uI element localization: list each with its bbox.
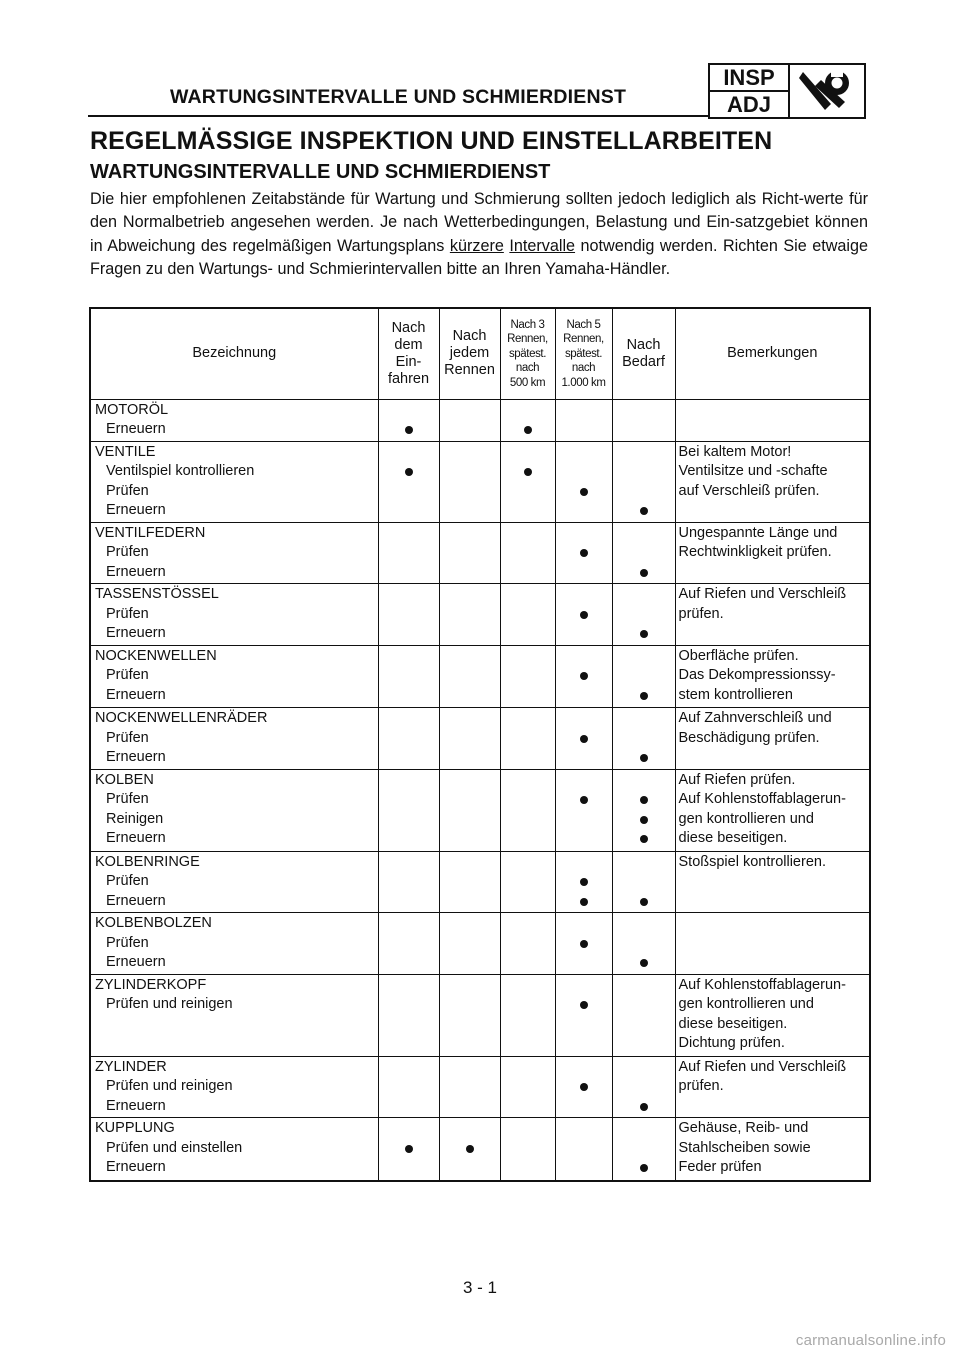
bullet-mark xyxy=(580,735,588,743)
item-operation: Prüfen xyxy=(106,544,149,560)
interval-cell xyxy=(439,769,500,851)
wrench-icon xyxy=(790,65,864,117)
bullet-mark xyxy=(524,426,532,434)
item-operation: Prüfen xyxy=(106,934,149,951)
remark-line: Auf Kohlenstoffablagerun- xyxy=(678,976,846,993)
item-operation: Ventilspiel kontrollieren xyxy=(106,463,255,479)
item-name: KOLBEN xyxy=(95,771,154,788)
item-operation: Erneuern xyxy=(106,625,166,641)
remark-line: Auf Riefen prüfen. xyxy=(678,771,796,788)
item-cell xyxy=(90,645,378,708)
bullet-mark xyxy=(580,940,588,948)
interval-cell xyxy=(612,913,675,975)
remarks-cell xyxy=(675,441,870,522)
interval-cell xyxy=(378,441,439,522)
interval-cell xyxy=(500,1056,555,1118)
table-header-row xyxy=(90,308,870,399)
intro-underlined-1: kürzere xyxy=(449,236,504,255)
interval-cell xyxy=(612,851,675,913)
interval-cell xyxy=(500,769,555,851)
item-cell xyxy=(90,851,378,913)
item-operation: Prüfen xyxy=(106,873,149,889)
remarks-cell xyxy=(675,913,870,975)
remark-line: prüfen. xyxy=(678,605,724,622)
bullet-mark xyxy=(640,816,648,824)
bullet-mark xyxy=(580,1083,588,1091)
col-header-c2: Nach jedem Rennen xyxy=(439,308,500,399)
intro-underlined-2: Intervalle xyxy=(509,236,576,255)
page-number: 3 - 1 xyxy=(462,1278,498,1297)
item-operation: Prüfen xyxy=(106,791,149,807)
item-cell xyxy=(90,913,378,975)
item-operation: Prüfen und einstellen xyxy=(106,1139,243,1156)
interval-cell xyxy=(612,522,675,584)
item-operation: Erneuern xyxy=(106,502,166,518)
item-operation: Reinigen xyxy=(106,810,164,827)
bullet-mark xyxy=(405,468,413,476)
remark-line: Beschädigung prüfen. xyxy=(678,729,820,746)
item-cell xyxy=(90,974,378,1056)
table-row xyxy=(90,913,870,975)
interval-cell xyxy=(555,974,612,1056)
page-title: REGELMÄSSIGE INSPEKTION UND EINSTELLARBEITEN xyxy=(90,127,773,155)
interval-cell xyxy=(555,522,612,584)
interval-cell xyxy=(555,769,612,851)
bullet-mark xyxy=(640,692,648,700)
bullet-mark xyxy=(640,959,648,967)
remark-line: diese beseitigen. xyxy=(678,1015,788,1032)
bullet-mark xyxy=(640,796,648,804)
remark-line: Bei kaltem Motor! xyxy=(678,443,792,460)
interval-cell xyxy=(378,913,439,975)
bullet-mark xyxy=(580,878,588,886)
interval-cell xyxy=(500,708,555,770)
interval-cell xyxy=(555,441,612,522)
interval-cell xyxy=(378,399,439,441)
col-header-c5: Nach Bedarf xyxy=(612,308,675,399)
item-operation: Prüfen und reinigen xyxy=(106,1078,233,1094)
col-header-item: Bezeichnung xyxy=(90,308,378,399)
table-row xyxy=(90,851,870,913)
table-row xyxy=(90,441,870,522)
interval-cell xyxy=(555,645,612,708)
col-header-c3: Nach 3 Rennen, spätest. nach 500 km xyxy=(500,308,555,399)
item-name: NOCKENWELLENRÄDER xyxy=(95,710,268,726)
remark-line: diese beseitigen. xyxy=(678,830,788,846)
interval-cell xyxy=(555,399,612,441)
item-operation: Erneuern xyxy=(106,954,166,970)
item-cell xyxy=(90,399,378,441)
interval-cell xyxy=(612,441,675,522)
remark-line: auf Verschleiß prüfen. xyxy=(678,482,820,499)
intro-paragraph xyxy=(90,188,868,282)
interval-cell xyxy=(612,645,675,708)
interval-cell xyxy=(612,1118,675,1181)
interval-cell xyxy=(612,1056,675,1118)
col-header-remarks: Bemerkungen xyxy=(675,308,870,399)
section-header-title: WARTUNGSINTERVALLE UND SCHMIERDIENST xyxy=(170,86,627,108)
interval-cell xyxy=(500,1118,555,1181)
bullet-mark xyxy=(405,1145,413,1153)
interval-cell xyxy=(439,645,500,708)
interval-cell xyxy=(500,913,555,975)
remarks-cell xyxy=(675,769,870,851)
item-cell xyxy=(90,522,378,584)
remarks-cell xyxy=(675,1056,870,1118)
interval-cell xyxy=(439,1118,500,1181)
item-name: MOTORÖL xyxy=(95,401,169,418)
col-header-c4: Nach 5 Rennen, spätest. nach 1.000 km xyxy=(555,308,612,399)
remark-line: Dichtung prüfen. xyxy=(678,1035,785,1051)
interval-cell xyxy=(500,441,555,522)
remarks-cell xyxy=(675,399,870,441)
remark-line: Ventilsitze und -schafte xyxy=(678,463,828,479)
item-operation: Erneuern xyxy=(106,830,166,846)
item-name: VENTILFEDERN xyxy=(95,524,206,541)
table-row xyxy=(90,399,870,441)
interval-cell xyxy=(500,584,555,646)
bullet-mark xyxy=(640,507,648,515)
remark-line: prüfen. xyxy=(678,1078,724,1094)
bullet-mark xyxy=(580,1001,588,1009)
item-cell xyxy=(90,708,378,770)
interval-cell xyxy=(612,708,675,770)
interval-cell xyxy=(612,584,675,646)
remarks-cell xyxy=(675,851,870,913)
table-row xyxy=(90,1056,870,1118)
interval-cell xyxy=(378,708,439,770)
item-name: VENTILE xyxy=(95,443,156,460)
bullet-mark xyxy=(640,754,648,762)
interval-cell xyxy=(500,522,555,584)
remarks-cell xyxy=(675,584,870,646)
item-operation: Erneuern xyxy=(106,892,166,909)
interval-cell xyxy=(439,584,500,646)
intro-text-before: Die hier empfohlenen Zeitabstände für Wartung und Schmierung sollten jedoch lediglich als Richt-werte für den Normalbetrieb angesehen werden. Je nach Wetterbedingungen, Belastung und Ein-satzgebiet können in Abweichung des regelmäßigen Wartungsplans xyxy=(90,190,868,255)
bullet-mark xyxy=(640,1103,648,1111)
interval-cell xyxy=(378,645,439,708)
table-row xyxy=(90,1118,870,1181)
interval-cell xyxy=(378,974,439,1056)
item-operation: Prüfen xyxy=(106,667,149,683)
remark-line: Oberfläche prüfen. xyxy=(678,647,799,664)
remarks-cell xyxy=(675,522,870,584)
item-operation: Erneuern xyxy=(106,686,166,703)
interval-cell xyxy=(378,1056,439,1118)
item-operation: Prüfen xyxy=(106,605,149,622)
remark-line: Stoßspiel kontrollieren. xyxy=(678,853,826,870)
item-operation: Prüfen xyxy=(106,729,149,746)
bullet-mark xyxy=(524,468,532,476)
table-row xyxy=(90,522,870,584)
badge-text xyxy=(710,65,790,117)
interval-cell xyxy=(439,522,500,584)
item-name: NOCKENWELLEN xyxy=(95,647,217,664)
remarks-cell xyxy=(675,645,870,708)
maintenance-table xyxy=(89,307,871,1182)
interval-cell xyxy=(555,851,612,913)
interval-cell xyxy=(500,399,555,441)
remarks-cell xyxy=(675,1118,870,1181)
interval-cell xyxy=(555,1056,612,1118)
interval-cell xyxy=(439,851,500,913)
interval-cell xyxy=(612,399,675,441)
bullet-mark xyxy=(405,426,413,434)
header-rule xyxy=(88,115,708,117)
table-row xyxy=(90,584,870,646)
item-cell xyxy=(90,584,378,646)
interval-cell xyxy=(555,1118,612,1181)
badge-adj-label: ADJ xyxy=(726,91,771,117)
item-cell xyxy=(90,1056,378,1118)
table-row xyxy=(90,974,870,1056)
remark-line: Stahlscheiben sowie xyxy=(678,1139,811,1156)
item-operation: Erneuern xyxy=(106,1097,166,1114)
remark-line: Das Dekompressionssy- xyxy=(678,667,836,683)
interval-cell xyxy=(378,769,439,851)
table-row xyxy=(90,708,870,770)
interval-cell xyxy=(439,708,500,770)
interval-cell xyxy=(378,1118,439,1181)
interval-cell xyxy=(500,645,555,708)
bullet-mark xyxy=(640,630,648,638)
item-name: KOLBENBOLZEN xyxy=(95,915,212,931)
item-name: KOLBENRINGE xyxy=(95,853,200,870)
interval-cell xyxy=(555,584,612,646)
interval-cell xyxy=(378,522,439,584)
interval-cell xyxy=(439,1056,500,1118)
remark-line: Auf Zahnverschleiß und xyxy=(678,710,832,726)
remark-line: Ungespannte Länge und xyxy=(678,524,838,541)
bullet-mark xyxy=(640,1164,648,1172)
bullet-mark xyxy=(580,796,588,804)
table-row xyxy=(90,645,870,708)
interval-cell xyxy=(439,441,500,522)
insp-adj-badge xyxy=(708,63,866,119)
interval-cell xyxy=(500,851,555,913)
item-operation: Prüfen und reinigen xyxy=(106,996,233,1012)
watermark: carmanualsonline.info xyxy=(795,1332,946,1349)
remark-line: Auf Riefen und Verschleiß xyxy=(678,586,847,602)
interval-cell xyxy=(555,708,612,770)
interval-cell xyxy=(612,769,675,851)
remarks-cell xyxy=(675,974,870,1056)
interval-cell xyxy=(439,399,500,441)
item-cell xyxy=(90,1118,378,1181)
interval-cell xyxy=(378,851,439,913)
item-operation: Erneuern xyxy=(106,1159,166,1175)
bullet-mark xyxy=(466,1145,474,1153)
interval-cell xyxy=(439,974,500,1056)
intro-text-after: notwendig werden. Richten Sie etwaige Fragen zu den Wartungs- und Schmierintervallen bitte an Ihren Yamaha-Händler. xyxy=(90,236,869,279)
remark-line: Gehäuse, Reib- und xyxy=(678,1120,809,1136)
badge-insp-label: INSP xyxy=(710,65,788,92)
bullet-mark xyxy=(580,898,588,906)
item-operation: Prüfen xyxy=(106,482,149,499)
remark-line: stem kontrollieren xyxy=(678,686,793,703)
interval-cell xyxy=(612,974,675,1056)
bullet-mark xyxy=(640,569,648,577)
item-name: TASSENSTÖSSEL xyxy=(95,586,219,602)
item-operation: Erneuern xyxy=(106,749,166,765)
table-row xyxy=(90,769,870,851)
item-operation: Erneuern xyxy=(106,421,166,437)
remark-line: gen kontrollieren und xyxy=(678,996,814,1012)
item-cell xyxy=(90,769,378,851)
remark-line: Auf Kohlenstoffablagerun- xyxy=(678,791,846,807)
item-operation: Erneuern xyxy=(106,563,166,580)
remark-line: Auf Riefen und Verschleiß xyxy=(678,1058,847,1075)
bullet-mark xyxy=(640,835,648,843)
item-cell xyxy=(90,441,378,522)
item-name: KUPPLUNG xyxy=(95,1120,175,1136)
bullet-mark xyxy=(580,611,588,619)
remark-line: gen kontrollieren und xyxy=(678,810,814,827)
interval-cell xyxy=(555,913,612,975)
interval-cell xyxy=(500,974,555,1056)
interval-cell xyxy=(439,913,500,975)
col-header-c1: Nach dem Ein- fahren xyxy=(378,308,439,399)
bullet-mark xyxy=(640,898,648,906)
bullet-mark xyxy=(580,672,588,680)
item-name: ZYLINDERKOPF xyxy=(95,976,207,993)
table-body xyxy=(90,399,870,1181)
bullet-mark xyxy=(580,549,588,557)
interval-cell xyxy=(378,584,439,646)
section-subtitle: WARTUNGSINTERVALLE UND SCHMIERDIENST xyxy=(90,161,551,183)
item-name: ZYLINDER xyxy=(95,1058,167,1075)
bullet-mark xyxy=(580,488,588,496)
remarks-cell xyxy=(675,708,870,770)
remark-line: Rechtwinkligkeit prüfen. xyxy=(678,544,832,560)
remark-line: Feder prüfen xyxy=(678,1159,762,1175)
